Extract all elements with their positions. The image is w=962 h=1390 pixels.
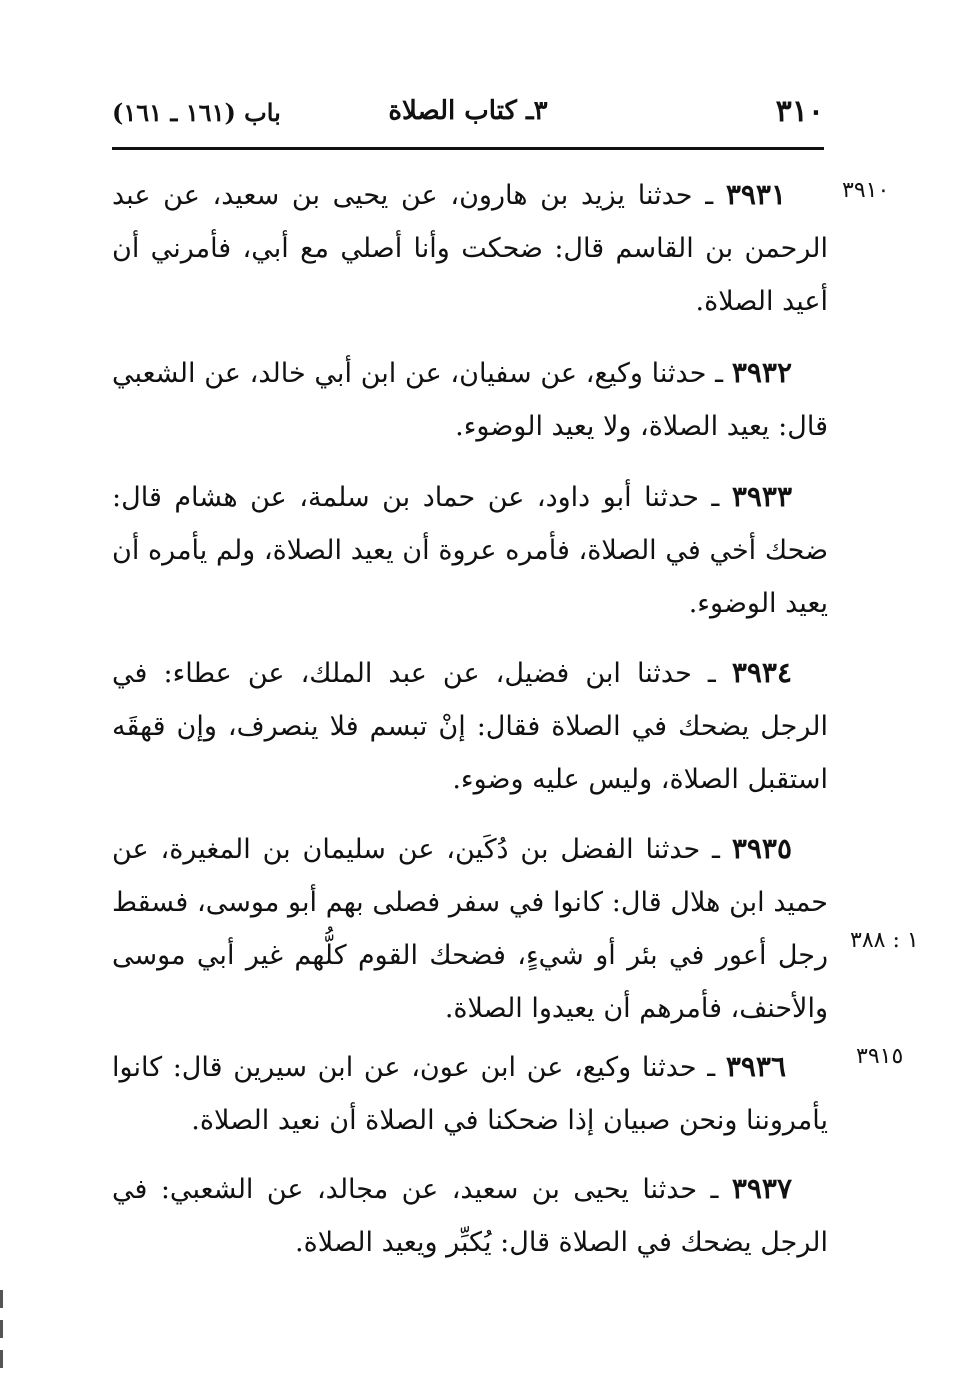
hadith-entry (112, 1040, 828, 1147)
chapter-heading: باب (١٦١ ـ ١٦١) (112, 98, 281, 127)
hadith-text: ـ حدثنا الفضل بن دُكَين، عن سليمان بن المغيرة، عن حميد ابن هلال قال: كانوا في سفر فصلى بهم أبو موسى، فسقط رجل أعور في بئر أو شيءٍ، فضحك القوم كلُّهم غير أبي موسى والأحنف، فأمرهم أن يعيدوا الصلاة. (112, 834, 829, 1024)
hadith-text: ـ حدثنا يحيى بن سعيد، عن مجالد، عن الشعبي: في الرجل يضحك في الصلاة قال: يُكبِّر ويعيد الصلاة. (112, 1174, 828, 1258)
hadith-entry (112, 822, 828, 1035)
hadith-text: ـ حدثنا يزيد بن هارون، عن يحيى بن سعيد، عن عبد الرحمن بن القاسم قال: ضحكت وأنا أصلي مع أبي، فأمرني أن أعيد الصلاة. (112, 180, 828, 317)
margin-note: ٣٩١٥ (856, 1044, 904, 1069)
book-title: ٣ـ كتاب الصلاة (388, 96, 548, 126)
hadith-entry (112, 1162, 828, 1269)
hadith-entry (112, 646, 828, 806)
hadith-number: ٣٩٣٧ (731, 1172, 792, 1205)
hadith-entry (112, 346, 828, 453)
hadith-number: ٣٩٣١ (725, 178, 786, 211)
hadith-number: ٣٩٣٦ (725, 1050, 786, 1083)
page-header (112, 88, 824, 144)
hadith-text: ـ حدثنا وكيع، عن سفيان، عن ابن أبي خالد، عن الشعبي قال: يعيد الصلاة، ولا يعيد الوضوء. (112, 358, 828, 442)
page-number: ٣١٠ (775, 94, 824, 129)
hadith-number: ٣٩٣٣ (731, 480, 792, 513)
hadith-entry (112, 168, 828, 328)
header-rule (112, 147, 824, 150)
hadith-text: ـ حدثنا أبو داود، عن حماد بن سلمة، عن هشام قال: ضحك أخي في الصلاة، فأمره عروة أن يعيد الصلاة، ولم يأمره أن يعيد الوضوء. (112, 482, 828, 619)
hadith-number: ٣٩٣٥ (731, 832, 792, 865)
scan-edge-marks (0, 1290, 3, 1380)
hadith-entry (112, 470, 828, 630)
hadith-text: ـ حدثنا وكيع، عن ابن عون، عن ابن سيرين قال: كانوا يأمروننا ونحن صبيان إذا ضحكنا في الصلاة أن نعيد الصلاة. (112, 1052, 828, 1136)
margin-note: ١ : ٣٨٨ (850, 928, 919, 953)
hadith-number: ٣٩٣٤ (731, 656, 792, 689)
hadith-text: ـ حدثنا ابن فضيل، عن عبد الملك، عن عطاء: في الرجل يضحك في الصلاة فقال: إنْ تبسم فلا ينصرف، وإن قهقَه استقبل الصلاة، وليس عليه وضوء. (112, 658, 828, 795)
hadith-number: ٣٩٣٢ (731, 356, 792, 389)
margin-note: ٣٩١٠ (842, 178, 890, 203)
